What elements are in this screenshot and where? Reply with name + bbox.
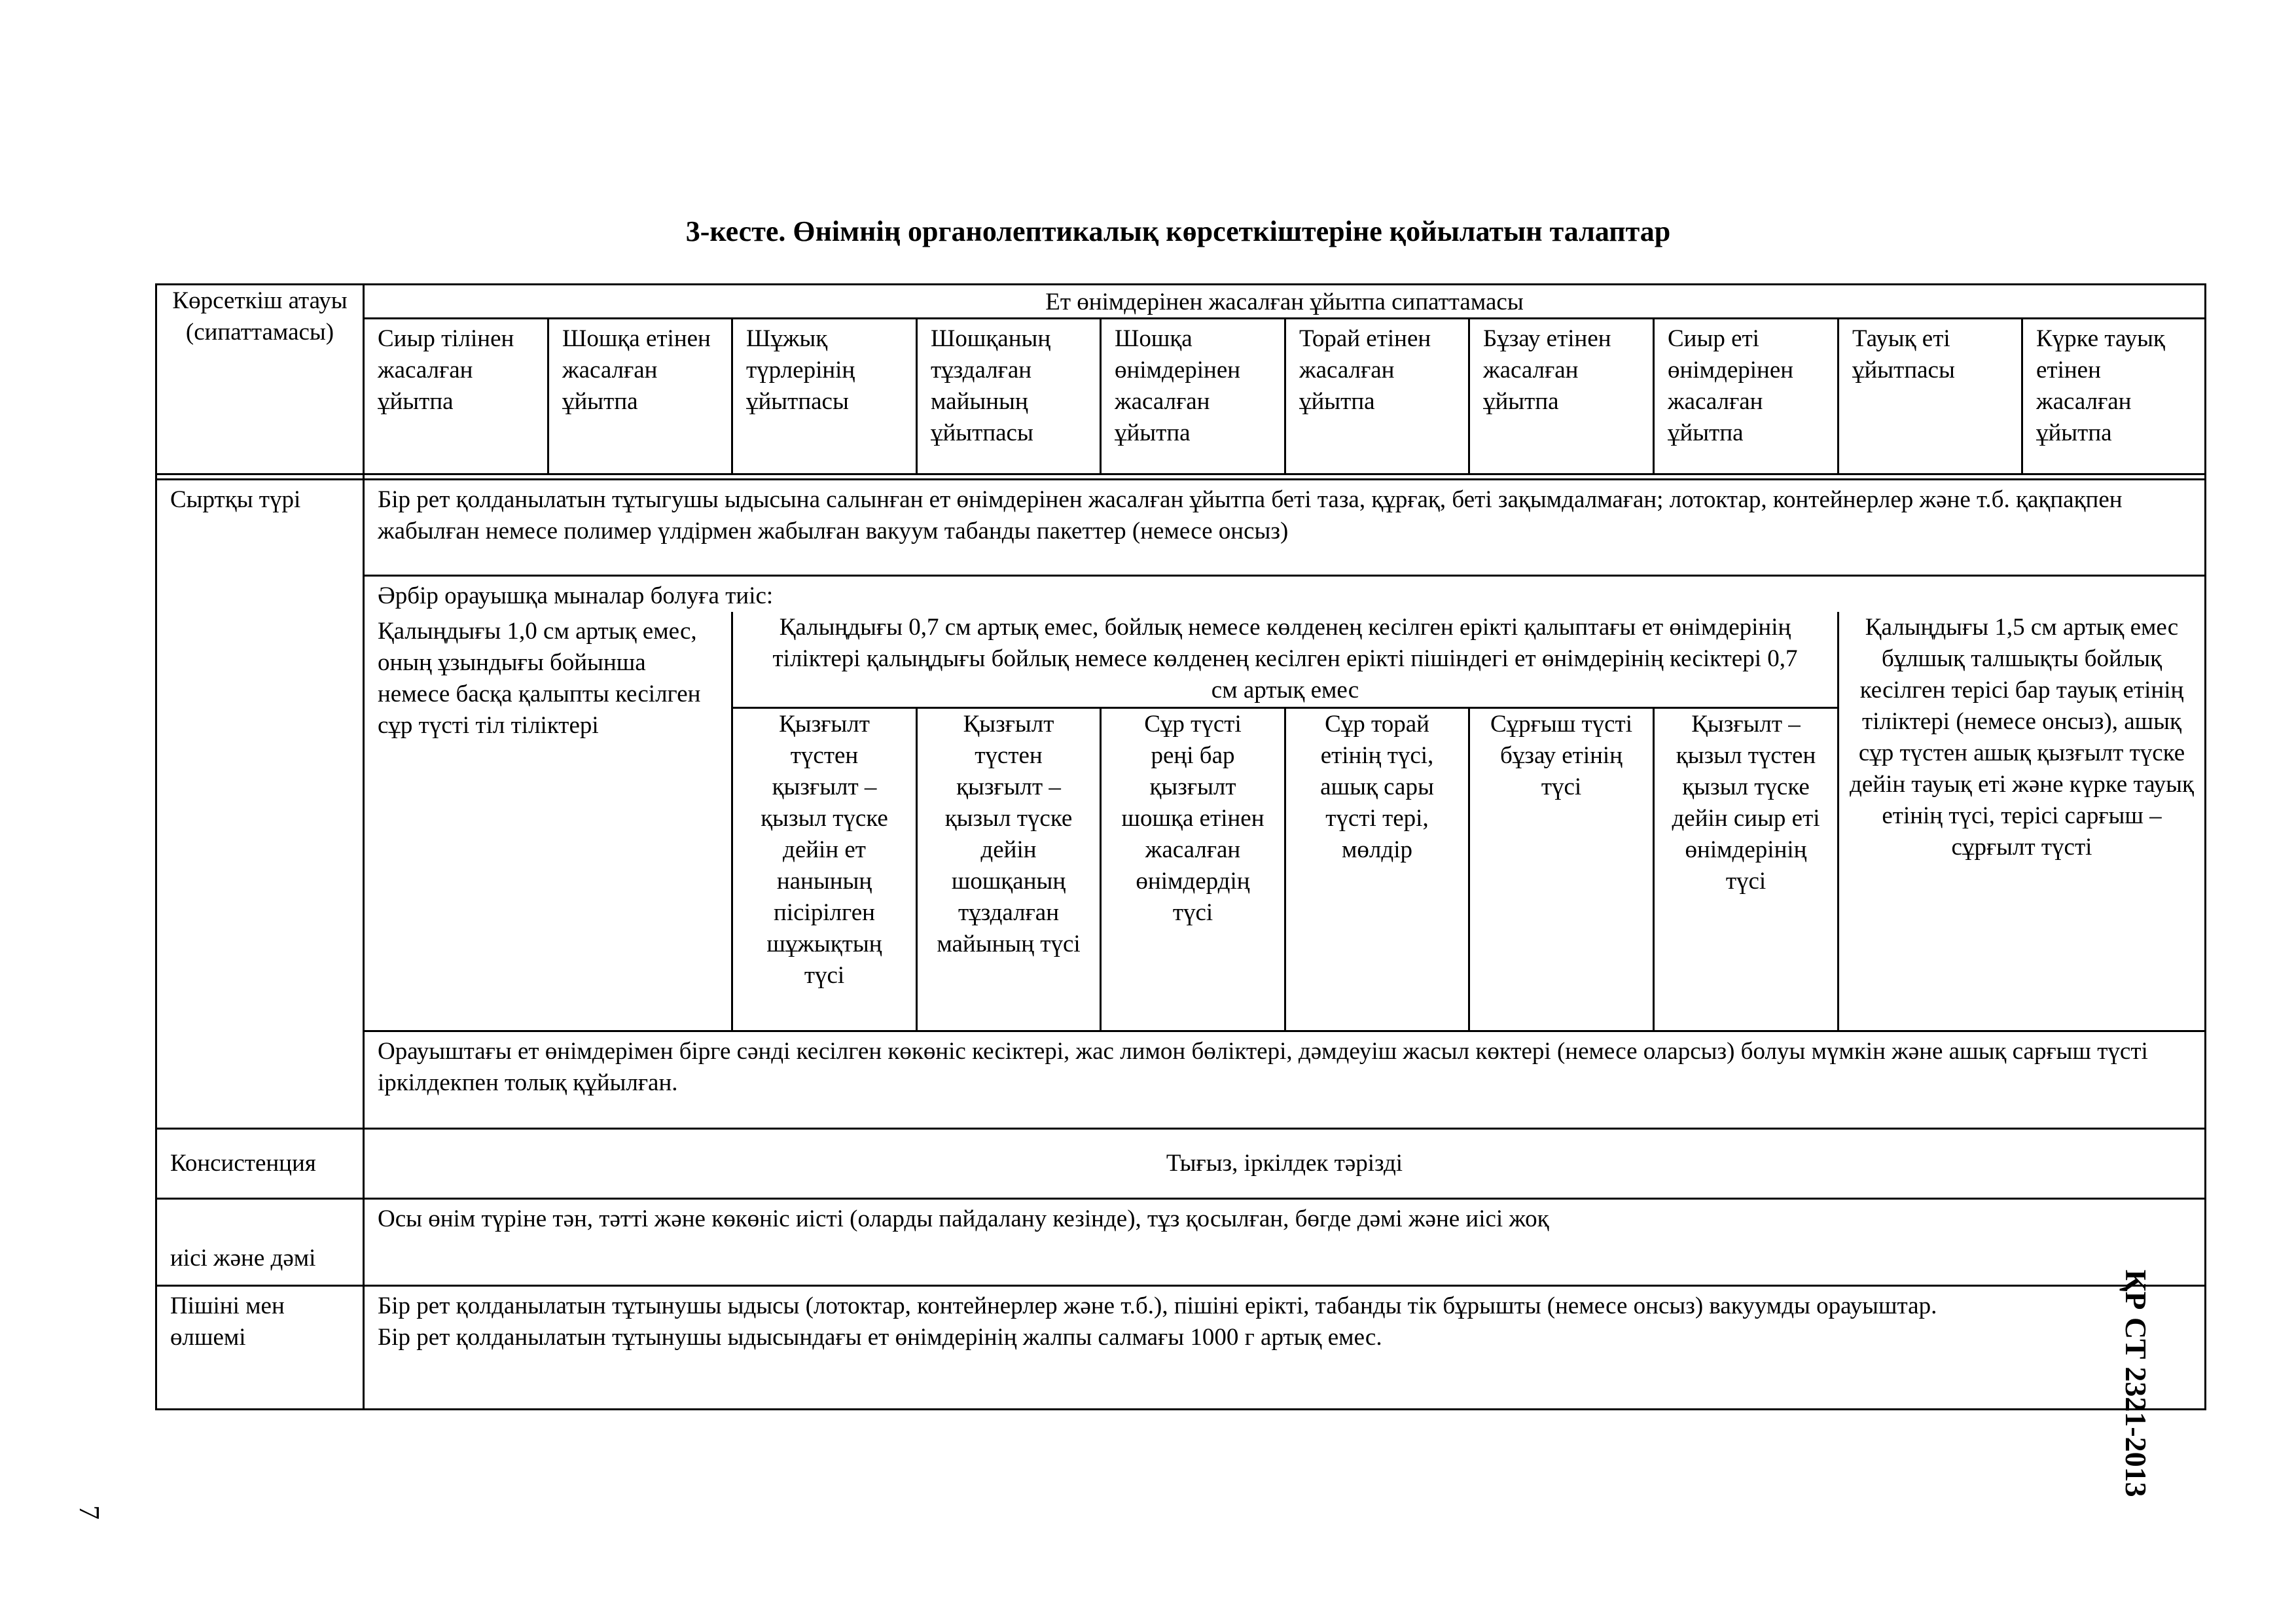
product-header-3: Шұжық түрлерінің ұйытпасы xyxy=(746,325,855,415)
indicator-name-header: Көрсеткіш атауы (сипаттамасы) xyxy=(172,287,348,346)
color-salted-lard: Қызғылт түстен қызғылт – қызыл түске дейін шошқаның тұздалған майының түсі xyxy=(937,711,1081,957)
product-header-8: Сиыр еті өнімдерінен жасалған ұйытпа xyxy=(1668,325,1794,446)
product-header-10: Күрке тауық етінен жасалған ұйытпа xyxy=(2036,325,2165,446)
standard-code: ҚР СТ 2321-2013 xyxy=(2119,1270,2153,1497)
appearance-general: Бір рет қолданылатын тұтыгушы ыдысына салынған ет өнімдерінен жасалған ұйытпа беті таза, құрғақ, беті зақымдалмаған; лотоктар, контейнерлер және т.б. қақпақпен жабылған немесе полимер үлдірмен жабылған вакуум табанды пакеттер (немесе онсыз) xyxy=(378,486,2123,544)
product-header-6: Торай етінен жасалған ұйытпа xyxy=(1299,325,1431,415)
color-cooked-sausage: Қызғылт түстен қызғылт – қызыл түске дейін ет нанының пісірілген шұжықтың түсі xyxy=(761,711,888,989)
table-border-right xyxy=(2204,283,2206,1410)
product-header-1: Сиыр тілінен жасалған ұйытпа xyxy=(378,325,514,415)
color-pork-products: Сұр түсті реңі бар қызғылт шошқа етінен жасалған өнімдердің түсі xyxy=(1121,711,1265,926)
color-beef-products: Қызғылт – қызыл түстен қызыл түске дейін сиыр еті өнімдерінің түсі xyxy=(1672,711,1820,895)
meat-slices-group: Қалыңдығы 0,7 см артық емес, бойлық немесе көлденең кесілген ерікті қалыптағы ет өнімдерінің тіліктері қалыңдығы бойлық немесе көлденең кесілген ерікті пішіндегі ет өнімдерінің кесіктері 0,7 см артық емес xyxy=(772,614,1798,704)
product-header-2: Шошқа етінен жасалған ұйытпа xyxy=(562,325,711,415)
product-header-9: Тауық еті ұйытпасы xyxy=(1852,325,1955,383)
header-bottom-line xyxy=(155,473,2206,475)
shape-line-1: Бір рет қолданылатын тұтынушы ыдысы (лотоктар, контейнерлер және т.б.), пішіні ерікті, табанды тік бұрышты (немесе онсыз) вакуумды орауыштар. xyxy=(378,1293,1937,1319)
shape-label: Пішіні мен өлшемі xyxy=(170,1293,285,1351)
requirements-table xyxy=(155,283,2206,1410)
appearance-label: Сыртқы түрі xyxy=(170,486,301,513)
product-header-4: Шошқаның тұздалған майының ұйытпасы xyxy=(931,325,1051,446)
shape-line-2: Бір рет қолданылатын тұтынушы ыдысындағы ет өнімдерінің жалпы салмағы 1000 г артық емес. xyxy=(378,1324,1382,1351)
table-border-bottom xyxy=(155,1408,2206,1410)
tongue-slices: Қалыңдығы 1,0 см артық емес, оның ұзындығы бойынша немесе басқа қалыпты кесілген сұр түсті тіл тіліктері xyxy=(378,618,701,739)
each-package-note: Әрбір орауышқа мыналар болуға тиіс: xyxy=(378,582,774,609)
smell-value: Осы өнім түріне тән, тәтті және көкөніс иісті (оларды пайдалану кезінде), тұз қосылған, бөгде дәмі және иісі жоқ xyxy=(378,1205,1549,1232)
color-veal-meat: Сұрғыш түсті бұзау етінің түсі xyxy=(1490,711,1632,800)
color-piglet-meat: Сұр торай етінің түсі, ашық сары түсті тері, мөлдір xyxy=(1320,711,1434,863)
garnish-note: Орауыштағы ет өнімдерімен бірге сәнді кесілген көкөніс кесіктері, жас лимон бөліктері, дәмдеуіш жасыл көктері (немесе оларсыз) болуы мүмкін және ашық сарғыш түсті іркілдекпен толық құйылған. xyxy=(378,1038,2148,1096)
poultry-slices: Қалыңдығы 1,5 см артық емес бұлшық талшықты бойлық кесілген терісі бар тауық етінің тіліктері (немесе онсыз), ашық сұр түстен ашық қызғылт түске дейін тауық еті және күрке тауық етінің түсі, терісі сарғыш – сұрғылт түсті xyxy=(1850,614,2194,861)
smell-label: иісі және дәмі xyxy=(170,1245,316,1272)
consistency-label: Консистенция xyxy=(170,1150,316,1177)
shape-value xyxy=(365,1287,2204,1408)
group-header: Ет өнімдерінен жасалған ұйытпа сипаттамасы xyxy=(1045,289,1524,315)
product-header-7: Бұзау етінен жасалған ұйытпа xyxy=(1483,325,1611,415)
product-header-5: Шошқа өнімдерінен жасалған ұйытпа xyxy=(1115,325,1241,446)
table-title: 3-кесте. Өнімнің органолептикалық көрсеткіштеріне қойылатын талаптар xyxy=(685,215,1671,247)
page-number: 7 xyxy=(73,1505,105,1520)
consistency-value: Тығыз, іркілдек тәрізді xyxy=(1166,1150,1403,1177)
